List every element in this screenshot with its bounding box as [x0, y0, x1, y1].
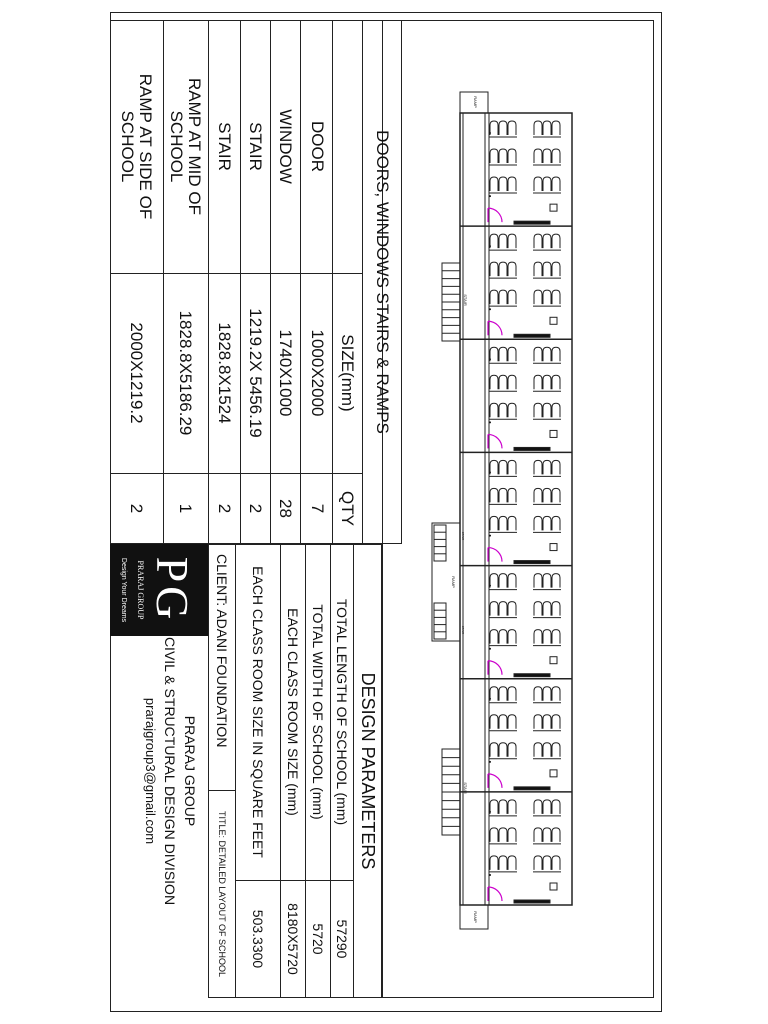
student-seat: [534, 177, 542, 191]
student-seat: [534, 262, 542, 276]
logo-letters: PG: [147, 556, 199, 624]
door-swing-arc: [488, 887, 502, 901]
student-seat: [534, 687, 542, 701]
blackboard: [514, 900, 550, 903]
param-value-width: 5720: [309, 923, 326, 955]
student-seat: [543, 602, 551, 616]
student-seat: [552, 234, 560, 248]
student-seat: [534, 460, 542, 474]
student-seat: [499, 602, 507, 616]
student-seat: [534, 574, 542, 588]
student-seat: [490, 375, 498, 389]
student-seat: [543, 828, 551, 842]
student-seat: [552, 121, 560, 135]
student-seat: [499, 687, 507, 701]
student-seat: [490, 290, 498, 304]
student-seat: [534, 234, 542, 248]
student-seat: [508, 460, 516, 474]
ramp-mid-steps-bottom: [434, 603, 446, 639]
row-size-ramp-side: 2000X1219.2: [127, 322, 147, 424]
student-seat: [490, 516, 498, 530]
student-seat: [534, 715, 542, 729]
door-swing-arc: [488, 774, 502, 788]
row-item-stair-2: STAIR: [214, 122, 234, 171]
student-seat: [490, 460, 498, 474]
student-seat: [490, 800, 498, 814]
student-seat: [508, 347, 516, 361]
size-column-header: SIZE(mm): [337, 334, 357, 412]
student-seat: [552, 516, 560, 530]
ramp-stair-label-a: STAIR: [461, 531, 465, 541]
student-seat: [552, 290, 560, 304]
student-seat: [543, 177, 551, 191]
student-seat: [499, 856, 507, 870]
student-seat: [499, 262, 507, 276]
window-mark: [489, 421, 491, 423]
student-seat: [552, 403, 560, 417]
row-qty-stair-2: 2: [214, 503, 234, 514]
row-qty-window: 28: [275, 499, 295, 518]
student-seat: [543, 403, 551, 417]
door-swing-arc: [488, 661, 502, 675]
param-label-room-size: EACH CLASS ROOM SIZE (mm): [284, 608, 301, 816]
blackboard: [514, 787, 550, 790]
blackboard: [514, 334, 550, 337]
student-seat: [499, 516, 507, 530]
student-seat: [499, 149, 507, 163]
student-seat: [508, 687, 516, 701]
row-size-stair-2: 1828.8X1524: [214, 322, 234, 424]
student-seat: [552, 800, 560, 814]
blackboard: [514, 221, 550, 224]
student-seat: [490, 743, 498, 757]
student-seat: [552, 715, 560, 729]
blackboard: [514, 561, 550, 564]
student-seat: [508, 375, 516, 389]
student-seat: [543, 121, 551, 135]
ramp-label-bottom: RAMP: [473, 911, 478, 923]
student-seat: [499, 403, 507, 417]
ramp-stair-label-b: STAIR: [461, 625, 465, 635]
param-label-room-sqft: EACH CLASS ROOM SIZE IN SQUARE FEET: [249, 566, 266, 858]
student-seat: [499, 177, 507, 191]
row-size-window: 1740X1000: [275, 329, 295, 417]
student-seat: [499, 460, 507, 474]
row-qty-door: 7: [307, 503, 327, 514]
student-seat: [490, 602, 498, 616]
window-mark: [489, 761, 491, 763]
row-item-door: DOOR: [307, 121, 327, 172]
student-seat: [499, 488, 507, 502]
row-qty-stair: 2: [245, 503, 265, 514]
row-size-door: 1000X2000: [307, 329, 327, 417]
teacher-desk: [550, 657, 557, 664]
student-seat: [543, 347, 551, 361]
student-seat: [552, 460, 560, 474]
company-division: CIVIL & STRUCTURAL DESIGN DIVISION: [162, 636, 179, 906]
logo-company-name: PRARAJ GROUP: [136, 560, 146, 620]
student-seat: [490, 687, 498, 701]
row-item-ramp-mid: RAMP AT MID OF SCHOOL: [167, 78, 205, 215]
student-seat: [552, 856, 560, 870]
student-seat: [499, 375, 507, 389]
student-seat: [543, 630, 551, 644]
teacher-desk: [550, 770, 557, 777]
student-seat: [534, 743, 542, 757]
student-seat: [508, 856, 516, 870]
student-seat: [552, 630, 560, 644]
student-seat: [552, 743, 560, 757]
student-seat: [490, 177, 498, 191]
blackboard: [514, 447, 550, 450]
param-label-width: TOTAL WIDTH OF SCHOOL (mm): [309, 604, 326, 820]
param-value-room-size: 8180X5720: [284, 903, 301, 975]
student-seat: [552, 574, 560, 588]
student-seat: [508, 488, 516, 502]
window-mark: [489, 308, 491, 310]
student-seat: [508, 630, 516, 644]
student-seat: [508, 290, 516, 304]
student-seat: [534, 602, 542, 616]
param-label-length: TOTAL LENGTH OF SCHOOL (mm): [333, 598, 350, 826]
row-size-ramp-mid: 1828.8X5186.29: [176, 310, 196, 436]
student-seat: [534, 121, 542, 135]
student-seat: [552, 602, 560, 616]
student-seat: [508, 715, 516, 729]
door-swing-arc: [488, 321, 502, 335]
student-seat: [499, 715, 507, 729]
student-seat: [490, 347, 498, 361]
student-seat: [490, 630, 498, 644]
student-seat: [490, 715, 498, 729]
row-size-stair: 1219.2X 5456.19: [245, 308, 265, 438]
student-seat: [499, 234, 507, 248]
student-seat: [499, 347, 507, 361]
student-seat: [499, 800, 507, 814]
stair-label-lower: STAIR: [463, 782, 468, 794]
student-seat: [534, 516, 542, 530]
ramp-label-mid: RAMP: [451, 576, 456, 588]
door-swing-arc: [488, 434, 502, 448]
student-seat: [508, 403, 516, 417]
student-seat: [534, 856, 542, 870]
student-seat: [543, 574, 551, 588]
student-seat: [552, 262, 560, 276]
student-seat: [508, 800, 516, 814]
window-mark: [489, 195, 491, 197]
student-seat: [543, 516, 551, 530]
student-seat: [490, 149, 498, 163]
student-seat: [552, 347, 560, 361]
student-seat: [534, 488, 542, 502]
student-seat: [508, 262, 516, 276]
student-seat: [552, 828, 560, 842]
student-seat: [552, 149, 560, 163]
student-seat: [543, 149, 551, 163]
student-seat: [552, 177, 560, 191]
student-seat: [490, 574, 498, 588]
teacher-desk: [550, 883, 557, 890]
student-seat: [499, 630, 507, 644]
student-seat: [534, 149, 542, 163]
student-seat: [543, 290, 551, 304]
student-seat: [490, 262, 498, 276]
student-seat: [508, 121, 516, 135]
student-seat: [499, 121, 507, 135]
blackboard: [514, 674, 550, 677]
company-email: prarajgroup3@gmail.com: [142, 697, 158, 845]
teacher-desk: [550, 544, 557, 551]
student-seat: [508, 574, 516, 588]
student-seat: [490, 403, 498, 417]
student-seat: [508, 743, 516, 757]
teacher-desk: [550, 204, 557, 211]
student-seat: [499, 743, 507, 757]
student-seat: [508, 602, 516, 616]
ramp-label-top: RAMP: [473, 96, 478, 108]
student-seat: [490, 121, 498, 135]
building-outline: [460, 113, 572, 905]
doors-table-heading: DOORS, WINDOWS STAIRS & RAMPS: [372, 130, 392, 434]
param-value-length: 57290: [333, 919, 350, 959]
student-seat: [543, 856, 551, 870]
row-qty-ramp-mid: 1: [176, 503, 196, 514]
student-seat: [543, 234, 551, 248]
student-seat: [490, 856, 498, 870]
qty-column-header: QTY: [337, 491, 357, 526]
company-name: PRARAJ GROUP: [182, 715, 199, 827]
student-seat: [552, 375, 560, 389]
student-seat: [534, 630, 542, 644]
student-seat: [490, 234, 498, 248]
row-item-stair: STAIR: [245, 122, 265, 171]
student-seat: [543, 687, 551, 701]
logo-tagline: Design Your Dreams: [119, 557, 127, 623]
student-seat: [534, 375, 542, 389]
client-name: CLIENT: ADANI FOUNDATION: [213, 554, 230, 748]
student-seat: [552, 687, 560, 701]
row-item-window: WINDOW: [275, 109, 295, 184]
drawing-title: TITLE: DETAILED LAYOUT OF SCHOOL: [217, 810, 228, 978]
student-seat: [508, 828, 516, 842]
student-seat: [552, 488, 560, 502]
window-mark: [489, 535, 491, 537]
door-swing-arc: [488, 548, 502, 562]
student-seat: [543, 262, 551, 276]
student-seat: [534, 403, 542, 417]
student-seat: [543, 715, 551, 729]
student-seat: [499, 574, 507, 588]
student-seat: [534, 800, 542, 814]
student-seat: [534, 347, 542, 361]
student-seat: [490, 828, 498, 842]
student-seat: [534, 290, 542, 304]
student-seat: [490, 488, 498, 502]
door-swing-arc: [488, 208, 502, 222]
ramp-mid-steps-top: [434, 525, 446, 561]
design-parameters-heading: DESIGN PARAMETERS: [357, 672, 378, 870]
student-seat: [508, 234, 516, 248]
student-seat: [499, 290, 507, 304]
row-qty-ramp-side: 2: [127, 503, 147, 514]
window-mark: [489, 648, 491, 650]
student-seat: [543, 800, 551, 814]
student-seat: [543, 375, 551, 389]
student-seat: [508, 177, 516, 191]
teacher-desk: [550, 430, 557, 437]
teacher-desk: [550, 317, 557, 324]
student-seat: [508, 516, 516, 530]
student-seat: [543, 743, 551, 757]
student-seat: [499, 828, 507, 842]
window-mark: [489, 874, 491, 876]
stair-label-upper: STAIR: [463, 294, 468, 306]
student-seat: [543, 460, 551, 474]
student-seat: [534, 828, 542, 842]
student-seat: [543, 488, 551, 502]
param-value-room-sqft: 503.3300: [249, 909, 266, 969]
student-seat: [508, 149, 516, 163]
row-item-ramp-side: RAMP AT SIDE OF SCHOOL: [118, 73, 156, 220]
